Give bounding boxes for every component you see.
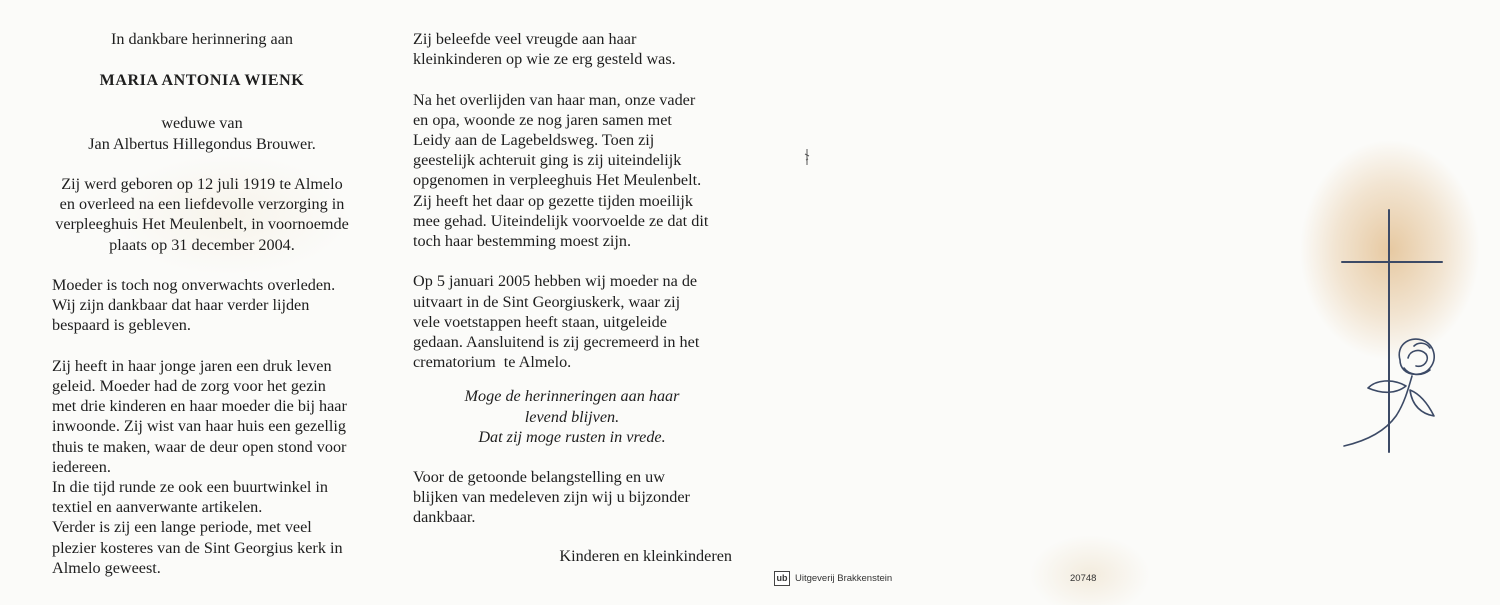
intro-line: In dankbare herinnering aan: [110, 30, 294, 48]
paragraph-line: iedereen.: [52, 457, 111, 476]
paragraph-line: en opa, woonde ze nog jaren samen met: [413, 110, 672, 129]
middle-column: [413, 29, 743, 566]
paragraph-line: Almelo geweest.: [52, 558, 161, 577]
birth-line: verpleeghuis Het Meulenbelt, in voornoemde: [55, 215, 349, 234]
paragraph-line: met drie kinderen en haar moeder die bij haar: [52, 397, 347, 416]
paragraph-line: kleinkinderen op wie ze erg gesteld was.: [413, 50, 676, 69]
paragraph-line: Zij heeft het daar op gezette tijden moeilijk: [413, 191, 694, 210]
paragraph-line: uitvaart in de Sint Georgiuskerk, waar zij: [413, 292, 681, 311]
left-column: [52, 29, 352, 578]
paragraph-line: toch haar bestemming moest zijn.: [413, 232, 632, 251]
paragraph-line: bespaard is gebleven.: [52, 316, 191, 335]
paragraph-line: Leidy aan de Lagebeldsweg. Toen zij: [413, 131, 655, 149]
paragraph-line: Zij beleefde veel vreugde aan haar: [413, 30, 637, 48]
paragraph-line: opgenomen in verpleeghuis Het Meulenbelt.: [413, 171, 702, 190]
paragraph-line: thuis te maken, waar de deur open stond voor: [52, 437, 347, 456]
paragraph-line: mee gehad. Uiteindelijk voorvoelde ze dat dit: [413, 211, 709, 230]
publisher-name: Uitgeverij Brakkenstein: [795, 573, 893, 584]
paragraph-line: inwoonde. Zij wist van haar huis een gezellig: [52, 417, 346, 436]
widow-line-1: weduwe van: [161, 114, 243, 133]
paragraph-line: geleid. Moeder had de zorg voor het gezin: [52, 377, 326, 395]
verse-line: Moge de herinneringen aan haar: [464, 387, 680, 406]
birth-line: Zij werd geboren op 12 juli 1919 te Almelo: [61, 175, 343, 193]
paragraph-line: Voor de getoonde belangstelling en uw: [413, 468, 665, 487]
signoff: Kinderen en kleinkinderen: [559, 546, 732, 565]
print-speck: [804, 148, 810, 166]
paragraph-line: blijken van medeleven zijn wij u bijzonder: [413, 488, 690, 507]
paragraph-line: Moeder is toch nog onverwachts overleden.: [52, 276, 336, 294]
verse-line: Dat zij moge rusten in vrede.: [478, 427, 666, 446]
widow-line-2: Jan Albertus Hillegondus Brouwer.: [88, 134, 316, 153]
paragraph-line: geestelijk achteruit ging is zij uiteindelijk: [413, 151, 682, 170]
paragraph-line: dankbaar.: [413, 508, 476, 527]
publisher-logo: ub: [774, 571, 790, 586]
paragraph-line: In die tijd runde ze ook een buurtwinkel in: [52, 478, 329, 497]
paragraph-line: Op 5 januari 2005 hebben wij moeder na de: [413, 272, 698, 291]
paragraph-line: Wij zijn dankbaar dat haar verder lijden: [52, 296, 310, 315]
birth-line: en overleed na een liefdevolle verzorging in: [59, 195, 345, 214]
paragraph-line: textiel en aanverwante artikelen.: [52, 498, 263, 517]
deceased-name: MARIA ANTONIA WIENK: [99, 72, 305, 90]
product-code: 20748: [1070, 573, 1097, 584]
paragraph-line: crematorium te Almelo.: [413, 353, 572, 372]
paragraph-line: Zij heeft in haar jonge jaren een druk leven: [52, 356, 332, 375]
paragraph-line: gedaan. Aansluitend is zij gecremeerd in het: [413, 333, 700, 352]
paragraph-line: plezier kosteres van de Sint Georgius kerk in: [52, 538, 343, 557]
paragraph-line: Verder is zij een lange periode, met veel: [52, 518, 312, 537]
cross-with-rose-icon: [1330, 190, 1450, 460]
paragraph-line: Na het overlijden van haar man, onze vader: [413, 90, 696, 109]
publisher: [774, 571, 892, 586]
birth-line: plaats op 31 december 2004.: [109, 235, 295, 254]
verse-line: levend blijven.: [524, 407, 620, 426]
paragraph-line: vele voetstappen heeft staan, uitgeleide: [413, 312, 667, 331]
